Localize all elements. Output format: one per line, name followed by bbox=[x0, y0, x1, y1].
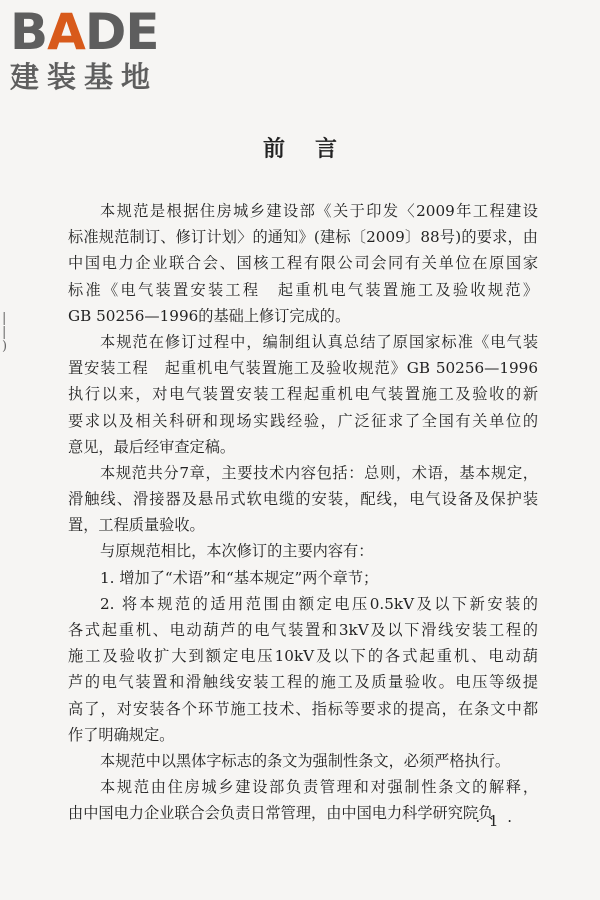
paragraph bbox=[68, 591, 538, 748]
text-line: 本规范由住房城乡建设部负责管理和对强制性条文的解释， bbox=[100, 778, 538, 797]
text-line: 2. 将本规范的适用范围由额定电压0.5kV及以下新安装的 bbox=[100, 594, 538, 613]
text-line: 滑触线、滑接器及悬吊式软电缆的安装，配线，电气设备及保护装 bbox=[68, 490, 538, 509]
paragraph bbox=[68, 460, 538, 539]
text-line: 本规范中以黑体字标志的条文为强制性条文，必须严格执行。 bbox=[100, 751, 511, 770]
paragraph bbox=[68, 538, 538, 564]
text-line: 本规范是根据住房城乡建设部《关于印发〈2009年工程建设 bbox=[100, 202, 538, 220]
paragraph bbox=[68, 774, 538, 826]
text-line: 1. 增加了“术语”和“基本规定”两个章节； bbox=[100, 568, 379, 587]
page-title: 前言 bbox=[262, 136, 367, 162]
text-line: 本规范在修订过程中，编制组认真总结了原国家标准《电气装 bbox=[100, 332, 538, 351]
text-line: 标准《电气装置安装工程 起重机电气装置施工及验收规范》 bbox=[68, 280, 538, 299]
text-line: 各式起重机、电动葫芦的电气装置和3kV及以下滑线安装工程的 bbox=[68, 621, 538, 639]
paragraph bbox=[68, 748, 538, 774]
text-line: 置安装工程 起重机电气装置施工及验收规范》GB 50256—1996 bbox=[68, 359, 538, 378]
text-line: GB 50256—1996的基础上修订完成的。 bbox=[68, 306, 351, 325]
margin-mark: | | ) bbox=[2, 311, 8, 354]
text-line: 要求以及相关科研和现场实践经验，广泛征求了全国有关单位的 bbox=[68, 411, 538, 430]
text-line: 芦的电气装置和滑触线安装工程的施工及质量验收。电压等级提 bbox=[68, 673, 538, 692]
text-line: 与原规范相比，本次修订的主要内容有： bbox=[100, 542, 374, 561]
text-line: 标准规范制订、修订计划〉的通知》(建标〔2009〕88号)的要求，由 bbox=[68, 228, 538, 247]
text-line: 置，工程质量验收。 bbox=[68, 516, 205, 535]
text-line: 本规范共分7章，主要技术内容包括：总则，术语，基本规定， bbox=[100, 463, 538, 482]
paragraph bbox=[68, 565, 538, 591]
text-line: 意见，最后经审查定稿。 bbox=[68, 437, 236, 456]
logo-wordmark: BADE bbox=[10, 3, 159, 61]
document-body bbox=[68, 198, 538, 827]
logo-subtitle: 建装基地 bbox=[10, 60, 159, 94]
bade-logo bbox=[10, 3, 185, 94]
text-line: 作了明确规定。 bbox=[68, 725, 175, 744]
page-number: · 1 · bbox=[475, 812, 514, 830]
text-line: 执行以来，对电气装置安装工程起重机电气装置施工及验收的新 bbox=[68, 385, 538, 404]
text-line: 由中国电力企业联合会负责日常管理，由中国电力科学研究院负 bbox=[68, 804, 494, 823]
text-line: 高了，对安装各个环节施工技术、指标等要求的提高，在条文中都 bbox=[68, 699, 538, 718]
paragraph bbox=[68, 198, 538, 329]
text-line: 施工及验收扩大到额定电压10kV及以下的各式起重机、电动葫 bbox=[68, 647, 538, 666]
text-line: 中国电力企业联合会、国核工程有限公司会同有关单位在原国家 bbox=[68, 254, 538, 273]
paragraph bbox=[68, 329, 538, 460]
